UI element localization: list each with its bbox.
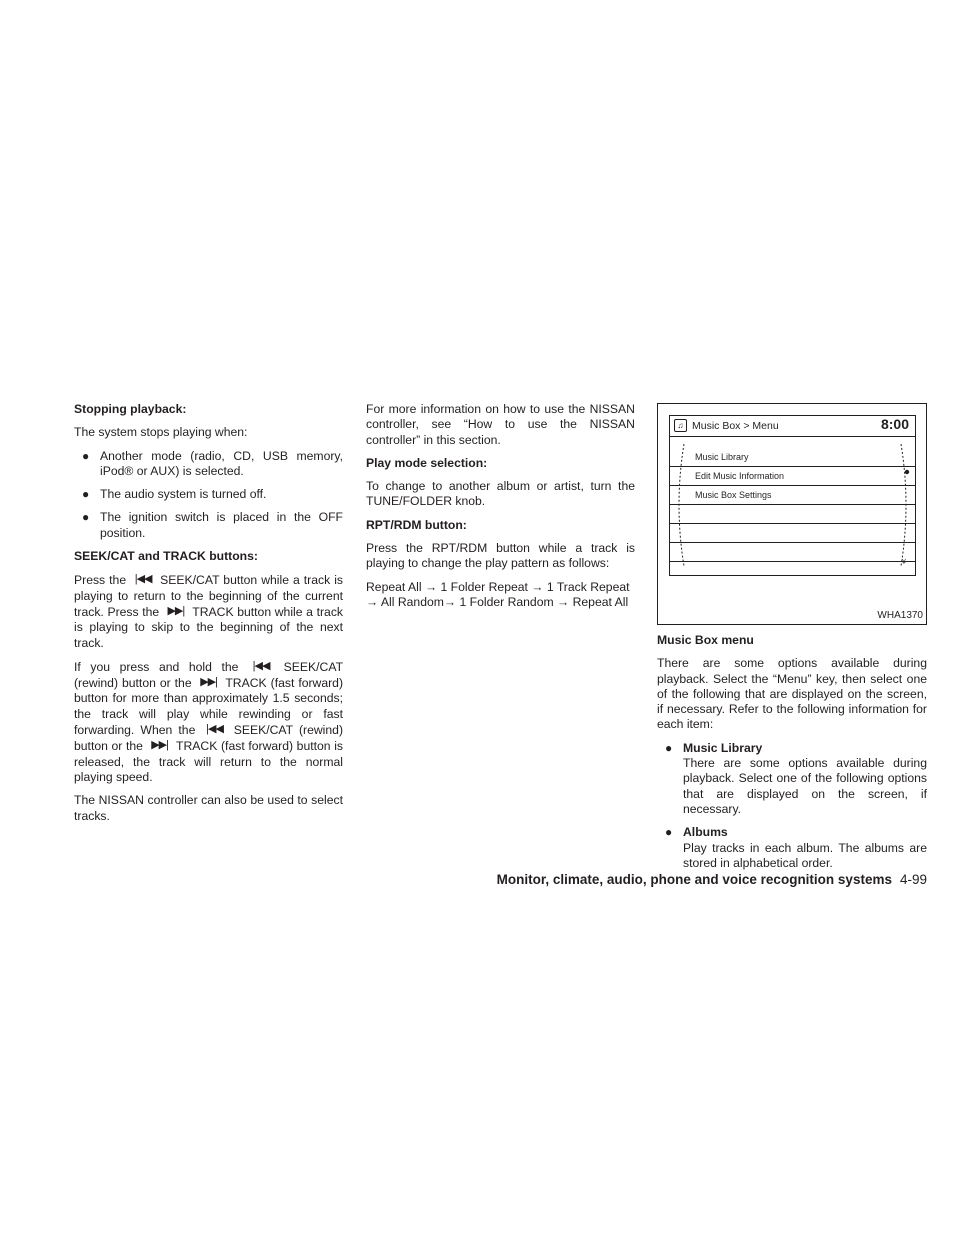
track-forward-icon: ▶▶| bbox=[200, 676, 217, 689]
music-box-menu-paragraph: There are some options available during playback. Select the “Menu” key, then select one of the following that are displayed on the screen, if necessary. Refer to the following information for each item: bbox=[657, 656, 927, 732]
bullet-icon: ● bbox=[665, 740, 673, 755]
track-forward-icon: ▶▶| bbox=[167, 604, 185, 617]
page-footer bbox=[440, 872, 927, 887]
item-description: Play tracks in each album. The albums are stored in alphabetical order. bbox=[683, 840, 927, 870]
list-item: ● The audio system is turned off. bbox=[82, 487, 267, 502]
menu-item-edit-music-information[interactable]: Edit Music Information bbox=[670, 467, 915, 486]
right-scroll-arc-icon[interactable] bbox=[899, 442, 911, 568]
music-box-figure bbox=[657, 403, 927, 625]
item-description: There are some options available during playback. Select one of the following options that are displayed on the screen, if necessary. bbox=[683, 756, 927, 816]
seek-paragraph-1: Press the |◀◀ SEEK/CAT button while a track is playing to return to the beginning of the current track. Press the ▶▶| TRACK button while a track is playing to skip to the beginning of the next track. bbox=[74, 573, 344, 650]
column-1 bbox=[74, 402, 343, 832]
music-box-icon: ♫ bbox=[674, 419, 687, 432]
seek-back-icon: |◀◀ bbox=[134, 573, 152, 586]
rpt-rdm-paragraph: Press the RPT/RDM button while a track is playing to change the play pattern as follows: bbox=[366, 541, 635, 571]
svg-text:¥: ¥ bbox=[902, 559, 906, 566]
column-3 bbox=[657, 402, 927, 879]
list-item: ● The ignition switch is placed in the OFF position. bbox=[82, 510, 343, 540]
menu-item-music-library[interactable]: Music Library bbox=[670, 448, 915, 467]
left-scroll-arc-icon bbox=[674, 442, 686, 568]
list-item bbox=[657, 741, 927, 817]
controller-reference: For more information on how to use the NISSAN controller, see “How to use the NISSAN controller” in this section. bbox=[366, 402, 635, 447]
menu-item-empty bbox=[670, 524, 915, 543]
figure-code: WHA1370 bbox=[877, 609, 923, 621]
play-pattern-sequence: Repeat All → 1 Folder Repeat → 1 Track Repeat → All Random→ 1 Folder Random → Repeat All bbox=[366, 579, 630, 609]
bullet-icon: ● bbox=[82, 510, 90, 525]
screen-clock: 8:00 bbox=[880, 416, 909, 432]
stopping-intro: The system stops playing when: bbox=[74, 425, 248, 440]
stop-conditions-list bbox=[74, 449, 343, 541]
menu-item-empty bbox=[670, 543, 915, 561]
screen-footer bbox=[670, 561, 915, 562]
item-title: Music Library bbox=[683, 740, 763, 755]
menu-item-music-box-settings[interactable]: Music Box Settings bbox=[670, 486, 915, 505]
figure-caption: Music Box menu bbox=[657, 633, 754, 647]
heading-play-mode: Play mode selection: bbox=[366, 455, 488, 470]
list-item: ● Another mode (radio, CD, USB memory, iPod® or AUX) is selected. bbox=[82, 448, 343, 478]
section-title: Monitor, climate, audio, phone and voice recognition systems bbox=[496, 872, 892, 887]
heading-rpt-rdm: RPT/RDM button: bbox=[366, 517, 467, 532]
page-number: 4-99 bbox=[899, 872, 927, 887]
heading-stopping-playback: Stopping playback: bbox=[74, 402, 187, 416]
screen-titlebar bbox=[670, 416, 915, 437]
heading-seek-track: SEEK/CAT and TRACK buttons: bbox=[74, 549, 258, 564]
menu-item-empty bbox=[670, 505, 915, 524]
seek-paragraph-3: The NISSAN controller can also be used to select tracks. bbox=[74, 793, 343, 823]
menu-items-list bbox=[657, 741, 927, 871]
bullet-icon: ● bbox=[665, 825, 673, 840]
seek-back-icon: |◀◀ bbox=[206, 723, 223, 736]
screen-title: Music Box > Menu bbox=[692, 420, 779, 432]
seek-paragraph-2: If you press and hold the |◀◀ SEEK/CAT (rewind) button or the ▶▶| TRACK (fast forward) button for more than approximately 1.5 seconds; the track will play while rewinding or fast forwarding. When the |◀◀ SEEK/CAT (rewind) button or the ▶▶| TRACK (fast forward) button is released, the track will return to the normal playing speed. bbox=[74, 659, 344, 784]
play-mode-paragraph: To change to another album or artist, turn the TUNE/FOLDER knob. bbox=[366, 479, 635, 509]
seek-back-icon: |◀◀ bbox=[252, 659, 270, 672]
screen-display bbox=[669, 415, 916, 576]
bullet-icon: ● bbox=[82, 487, 90, 502]
column-2 bbox=[366, 402, 635, 618]
bullet-icon: ● bbox=[82, 448, 90, 463]
track-forward-icon: ▶▶| bbox=[151, 739, 168, 752]
list-item bbox=[657, 825, 927, 871]
item-title: Albums bbox=[683, 825, 728, 840]
